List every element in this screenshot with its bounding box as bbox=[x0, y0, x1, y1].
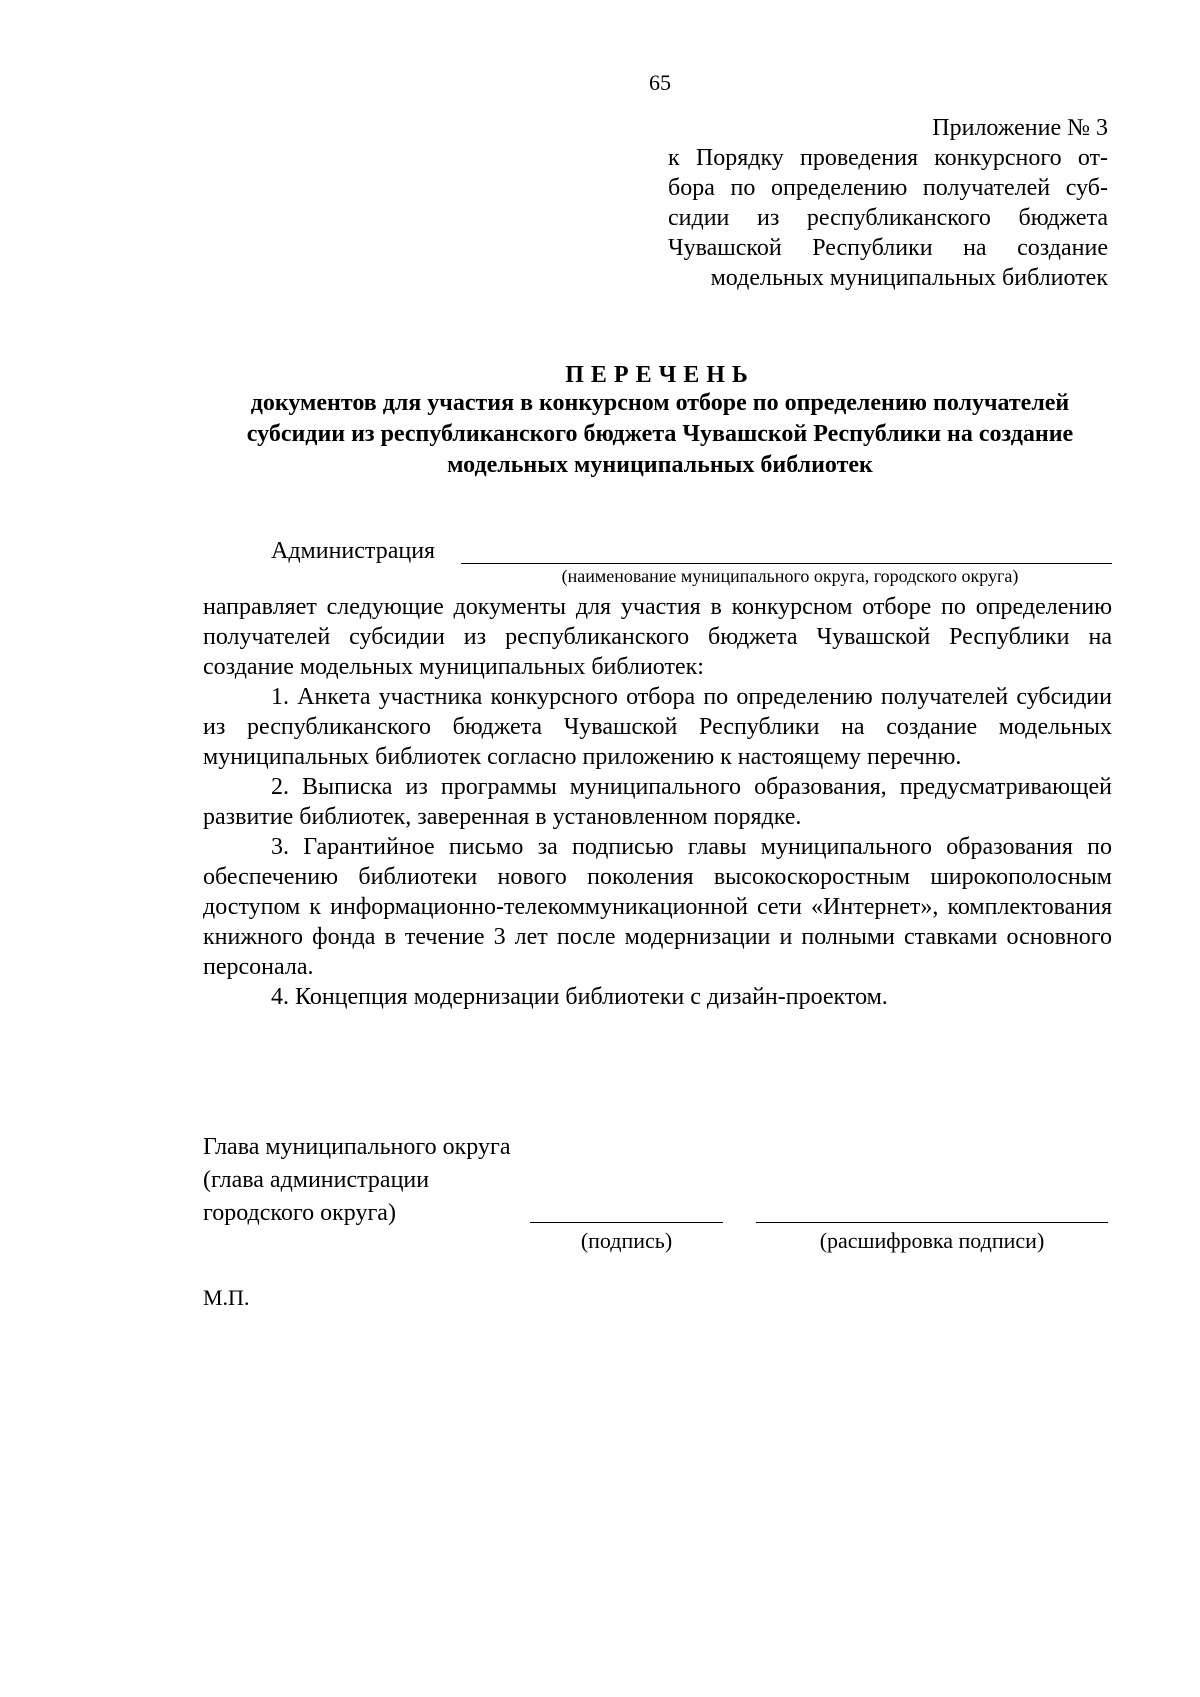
body-text bbox=[203, 592, 1112, 1012]
admin-name-hint: (наименование муниципального округа, городского округа) bbox=[561, 566, 1019, 586]
appendix-line: к Порядку проведения конкурсного от- bbox=[668, 145, 1108, 171]
list-item: 1. Анкета участника конкурсного отбора по определению получателей субсидии из республиканского бюджета Чувашской Республики на создание модельных муниципальных библиотек согласно приложению к настоящему перечню. bbox=[203, 684, 1112, 770]
list-item: 2. Выписка из программы муниципального образования, предусматривающей развитие библиотек, заверенная в установленном порядке. bbox=[203, 774, 1112, 830]
appendix-title: Приложение № 3 bbox=[932, 115, 1108, 141]
list-item: 4. Концепция модернизации библиотеки с дизайн-проектом. bbox=[271, 984, 888, 1010]
appendix-line: Чувашской Республики на создание bbox=[668, 235, 1108, 261]
list-item: 3. Гарантийное письмо за подписью главы муниципального образования по обеспечению библиотеки нового поколения высокоскоростным широкополосным доступом к информационно-телекоммуникационной сети «Интернет», комплектования книжного фонда в течение 3 лет после модернизации и полными ставками основного персонала. bbox=[203, 834, 1112, 980]
signature-caption: (подпись) bbox=[580, 1228, 673, 1253]
document-title: ПЕРЕЧЕНЬ bbox=[565, 362, 755, 388]
signatory-line: Глава муниципального округа bbox=[203, 1134, 511, 1160]
document-subtitle: документов для участия в конкурсном отборе по определению получателей субсидии из республиканского бюджета Чувашской Республики на создание модельных муниципальных библиотек bbox=[246, 390, 1074, 478]
signature-decoding-line bbox=[756, 1222, 1108, 1223]
admin-label: Администрация bbox=[271, 538, 436, 564]
admin-name-field-line bbox=[461, 563, 1112, 564]
signatory-line: городского округа) bbox=[203, 1200, 396, 1226]
signature-line bbox=[530, 1222, 723, 1223]
signatory-line: (глава администрации bbox=[203, 1167, 430, 1193]
signatory-block bbox=[203, 1131, 511, 1230]
appendix-line: бора по определению получателей суб- bbox=[668, 175, 1108, 201]
appendix-block bbox=[668, 113, 1108, 293]
page-number: 65 bbox=[649, 70, 671, 95]
appendix-line: сидии из республиканского бюджета bbox=[668, 205, 1108, 231]
appendix-line: модельных муниципальных библиотек bbox=[710, 265, 1108, 291]
stamp-place-label: М.П. bbox=[203, 1285, 250, 1310]
signature-decoding-caption: (расшифровка подписи) bbox=[819, 1228, 1045, 1253]
intro-paragraph: направляет следующие документы для участия в конкурсном отборе по определению получателей субсидии из республиканского бюджета Чувашской Республики на создание модельных муниципальных библиотек: bbox=[203, 594, 1112, 680]
